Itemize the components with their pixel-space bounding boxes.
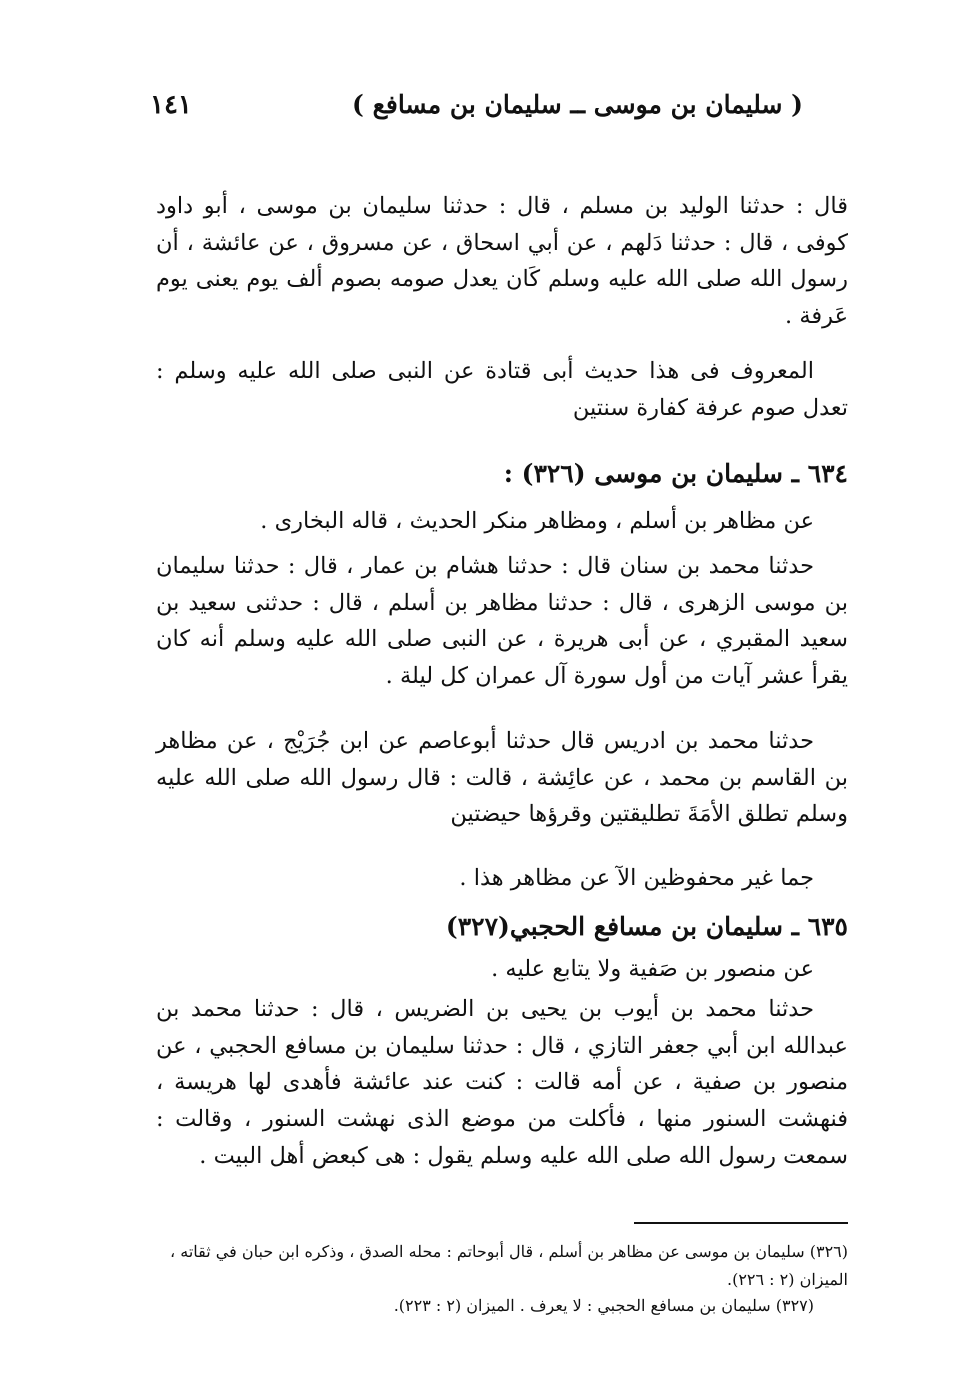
- page-header: [150, 90, 803, 130]
- page-number: ١٤١: [150, 90, 192, 120]
- paragraph-entry-634-intro: عن مظاهر بن أسلم ، ومظاهر منكر الحديث ، قاله البخارى .: [260, 508, 814, 534]
- paragraph-commentary: المعروف فى هذا حديث أبى قتادة عن النبى صلى الله عليه وسلم : تعدل صوم عرفة كفارة سنتين: [156, 358, 848, 421]
- running-title: ( سليمان بن موسى ــ سليمان بن مسافع ): [352, 90, 803, 119]
- paragraph-entry-635-isnad: حدثنا محمد بن أيوب بن يحيى بن الضريس ، قال : حدثنا محمد بن عبدالله ابن أبي جعفر التازي ، قال : حدثنا سليمان بن مسافع الحجبي ، عن منصور بن صفية ، عن أمه قالت : كنت عند عائشة فأهدى لها هريسة ، فنهشت السنور منها ، فأكلت من موضع الذى نهشت السنور ، وقالت : سمعت رسول الله صلى الله عليه وسلم يقول : هى كبعض أهل البيت .: [156, 996, 848, 1169]
- paragraph-hadith-arafa: قال : حدثنا الوليد بن مسلم ، قال : حدثنا سليمان بن موسى ، أبو داود كوفى ، قال : حدثنا دَلهم ، عن أبي اسحاق ، عن مسروق ، عن عائشة ، أن رسول الله صلى الله عليه وسلم كَان يعدل صومه بصوم ألف يوم يعنى يوم عَرفة .: [156, 193, 848, 330]
- entry-heading-634: ٦٣٤ ـ سليمان بن موسى (٣٢٦) :: [503, 459, 848, 488]
- footnote-326: (٣٢٦) سليمان بن موسى عن مظاهر بن أسلم ، قال أبوحاتم : محله الصدق ، وذكره ابن حبان في ثقاته ، الميزان (٢ : ٢٢٦).: [170, 1242, 848, 1289]
- footnote-327: (٣٢٧) سليمان بن مسافع الحجبي : لا يعرف . الميزان (٢ : ٢٢٣).: [393, 1296, 814, 1315]
- footnote-separator: [634, 1222, 848, 1224]
- paragraph-entry-634-isnad-2: حدثنا محمد بن ادريس قال حدثنا أبوعاصم عن ابن جُرَيْج ، عن مظاهر بن القاسم بن محمد ، عن عائِشة ، قالت : قال رسول الله صلى الله عليه وسلم تطلق الأمَةَ تطليقتين وقرؤها حيضتين: [156, 728, 848, 828]
- entry-heading-635: ٦٣٥ ـ سليمان بن مسافع الحجبي(٣٢٧): [445, 912, 848, 941]
- paragraph-entry-635-intro: عن منصور بن صَفية ولا يتابع عليه .: [491, 956, 814, 982]
- paragraph-entry-634-note: جما غير محفوظين الآ عن مظاهر هذا .: [459, 865, 814, 891]
- paragraph-entry-634-isnad-1: حدثنا محمد بن سنان قال : حدثنا هشام بن عمار ، قال : حدثنا سليمان بن موسى الزهرى ، قال : حدثنا مظاهر بن أسلم ، قال : حدثنى سعيد بن سعيد المقبري ، عن أبى هريرة ، عن النبى صلى الله عليه وسلم أنه كان يقرأ عشر آيات من أول سورة آل عمران كل ليلة .: [156, 553, 848, 690]
